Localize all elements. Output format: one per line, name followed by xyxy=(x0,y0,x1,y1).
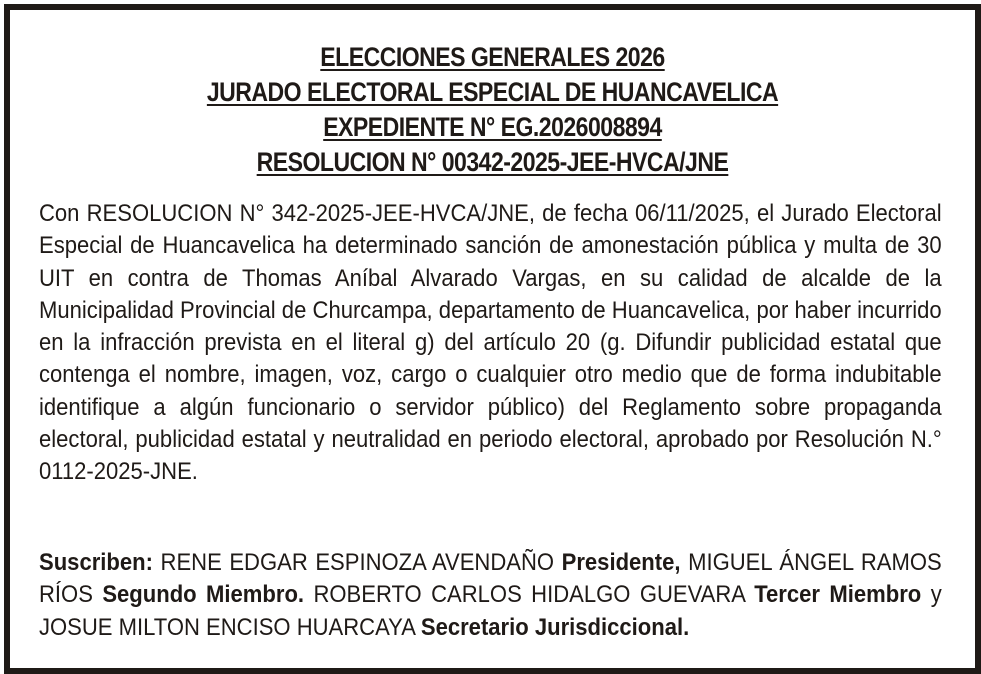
signer-name: RENE EDGAR ESPINOZA AVENDAÑO xyxy=(160,549,555,576)
signer-role: Presidente, xyxy=(561,549,681,576)
notice-frame xyxy=(4,4,981,674)
signers-paragraph xyxy=(39,547,942,644)
signer-name: ROBERTO CARLOS HIDALGO GUEVARA xyxy=(313,581,745,609)
signer-role: Secretario Jurisdiccional. xyxy=(420,613,690,641)
heading-election-title: ELECCIONES GENERALES 2026 xyxy=(320,42,665,72)
resolution-text: Con RESOLUCION N° 342-2025-JEE-HVCA/JNE, de fecha 06/11/2025, el Jurado Electoral Especial de Huancavelica ha determinado sanción de amonestación pública y multa de 30 UIT en contra de Thomas Aníbal Alvarado Vargas, en su calidad de alcalde de la Municipalidad Provincial de Churcampa, departamento de Huancavelica, por haber incurrido en la infracción prevista en el literal g) del artículo 20 (g. Difundir publicidad estatal que contenga el nombre, imagen, voz, cargo o cualquier otro medio que de forma indubitable identifique a algún funcionario o servidor público) del Reglamento sobre propaganda electoral, publicidad estatal y neutralidad en periodo electoral, aprobado por Resolución N.° 0112-2025-JNE. xyxy=(39,200,942,486)
resolution-paragraph xyxy=(39,198,942,489)
signer-name: JOSUE MILTON ENCISO HUARCAYA xyxy=(39,613,415,641)
notice-heading xyxy=(73,40,913,180)
signer-role: Tercer Miembro xyxy=(754,581,922,609)
heading-jury-name: JURADO ELECTORAL ESPECIAL DE HUANCAVELICA xyxy=(206,77,779,107)
signers-label: Suscriben: xyxy=(39,549,153,576)
heading-resolution-number: RESOLUCION N° 00342-2025-JEE-HVCA/JNE xyxy=(256,147,729,177)
signer-name: MIGUEL ÁNGEL RAMOS RÍOS xyxy=(39,549,942,609)
signers-connector: y xyxy=(930,581,942,609)
heading-file-number: EXPEDIENTE N° EG.2026008894 xyxy=(323,112,662,142)
signer-role: Segundo Miembro. xyxy=(102,581,305,609)
